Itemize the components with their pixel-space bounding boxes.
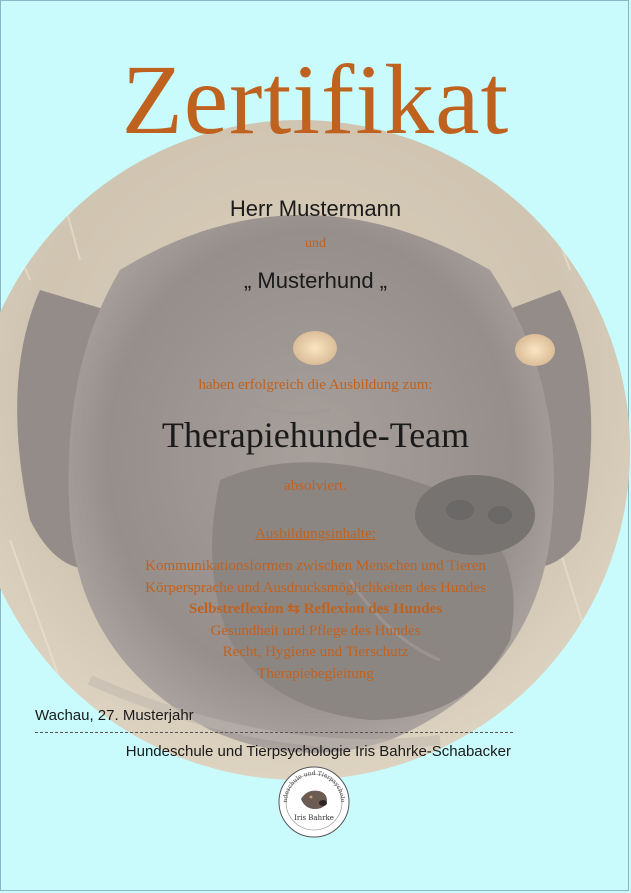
person-name: Herr Mustermann: [229, 196, 402, 221]
contents-item: Recht, Hygiene und Tierschutz: [222, 644, 409, 661]
dog-name: „ Musterhund „: [243, 268, 388, 293]
contents-item: Therapiebegleitung: [257, 665, 374, 682]
contents-item: Gesundheit und Pflege des Hundes: [210, 622, 421, 639]
svg-text:Iris Bahrke: Iris Bahrke: [294, 814, 334, 822]
svg-text:Hundeschule und Tierpsychologi: ndeschule und Tierpsycholo: [281, 769, 347, 803]
issuer-name: Hundeschule und Tierpsychologie Iris Bahrke-Schabacker: [125, 743, 511, 760]
contents-item: Körpersprache und Ausdrucksmöglichkeiten des Hundes: [145, 579, 486, 596]
certificate-title: Zertifikat: [121, 44, 510, 155]
contents-item: Selbstreflexion ⇆ Reflexion des Hundes: [188, 601, 443, 618]
signature-line: [35, 732, 513, 733]
stamp-logo-icon: [277, 765, 351, 839]
place-date: Wachau, 27. Musterjahr: [35, 707, 194, 724]
contents-list: [0, 556, 631, 686]
contents-heading: Ausbildungsinhalte:: [255, 526, 376, 542]
completed-text: absolviert.: [284, 478, 347, 494]
course-title: Therapiehunde-Team: [161, 415, 470, 455]
connector-text: und: [305, 236, 326, 251]
contents-item: Kommunikationsformen zwischen Menschen und Tieren: [145, 558, 486, 574]
school-stamp: [277, 765, 351, 839]
intro-text: haben erfolgreich die Ausbildung zum:: [198, 377, 433, 393]
